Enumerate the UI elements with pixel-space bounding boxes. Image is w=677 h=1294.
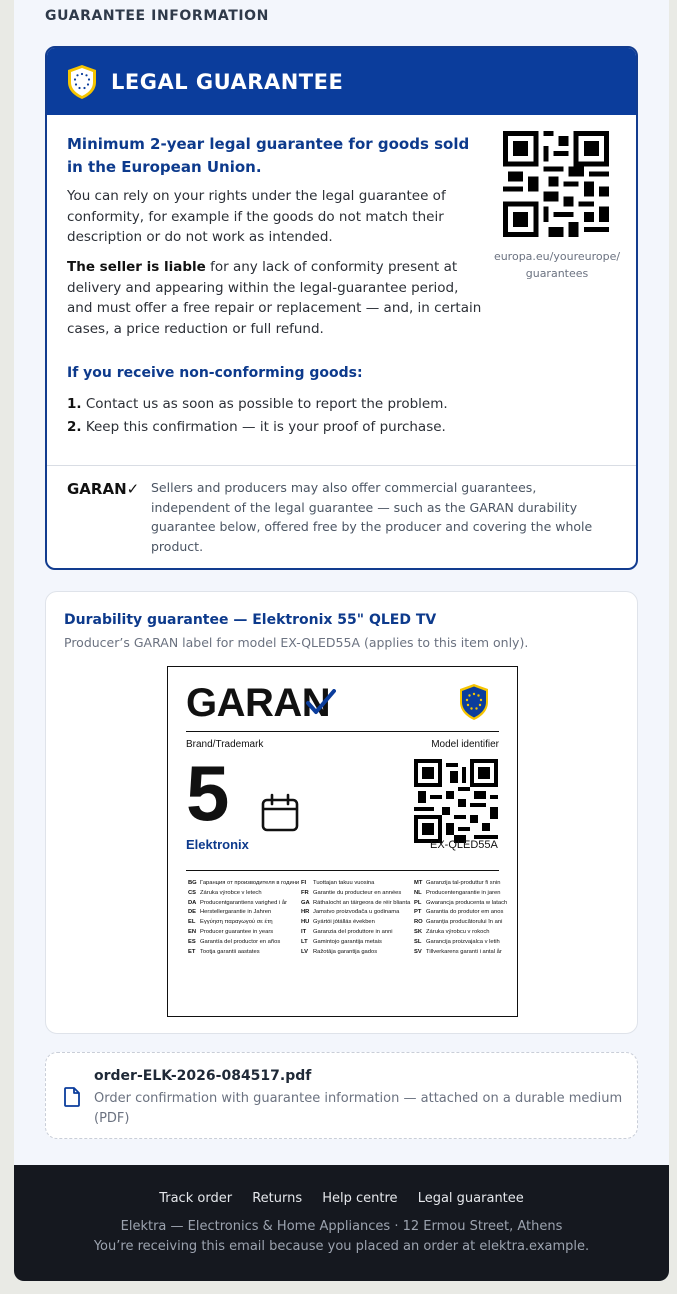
language-row: RO Garanția producătorului în ani — [414, 919, 503, 926]
calendar-icon — [260, 793, 300, 833]
eu-shield-icon — [66, 64, 98, 100]
durability-guarantee-card — [45, 591, 638, 1034]
email-footer — [14, 1165, 669, 1281]
language-row: SK Záruka výrobcu v rokoch — [414, 928, 490, 935]
garan-wordmark: GARAN — [186, 681, 331, 725]
language-column — [301, 879, 410, 957]
commercial-guarantee-note: Sellers and producers may also offer commercial guarantees, independent of the legal guarantee — such as the GARAN durability guarantee below, offered free by the producer and covering the whole product. — [151, 480, 593, 554]
step-item — [67, 416, 448, 439]
footer-nav — [14, 1191, 669, 1206]
language-row: PT Garantia do produtor em anos — [414, 909, 504, 916]
seller-liable-strong: The seller is liable — [67, 259, 206, 275]
qr-caption: europa.eu/youreurope/ guarantees — [493, 250, 621, 280]
legal-guarantee-card — [45, 46, 638, 570]
file-icon — [64, 1087, 80, 1107]
footer-address: Elektra — Electronics & Home Appliances · 12 Ermou Street, Athens — [120, 1219, 563, 1234]
section-heading: GUARANTEE INFORMATION — [45, 8, 269, 24]
language-row: EN Producer guarantee in years — [188, 928, 274, 935]
footer-link-track-order[interactable]: Track order — [159, 1191, 233, 1206]
guarantee-years: 5 — [186, 749, 230, 837]
brand-name: Elektronix — [186, 837, 249, 852]
garan-label — [167, 666, 518, 1017]
seller-liability-paragraph — [67, 257, 487, 339]
footer-link-returns[interactable]: Returns — [252, 1191, 303, 1206]
language-row: FR Garantie du producteur en années — [301, 889, 402, 896]
step-text: Contact us as soon as possible to report the problem. — [81, 396, 448, 412]
legal-lead: Minimum 2-year legal guarantee for goods sold in the European Union. — [67, 135, 470, 176]
language-row: DA Producentgarantiens varighed i år — [188, 899, 288, 906]
email-body — [14, 0, 669, 1281]
language-row: ES Garantía del productor en años — [188, 938, 281, 945]
legal-guarantee-body — [47, 115, 636, 466]
language-row: DE Herstellergarantie in Jahren — [188, 909, 272, 916]
language-row: MT Garanzija tal-produttur fi snin — [414, 880, 501, 886]
step-item — [67, 393, 448, 416]
language-row: HR Jamstvo proizvođača u godinama — [301, 909, 400, 916]
language-row: HU Gyártói jótállás években — [301, 919, 375, 926]
footer-link-help-centre[interactable]: Help centre — [322, 1191, 398, 1206]
language-column — [188, 879, 299, 957]
eu-shield-icon — [458, 683, 490, 721]
seller-liable-text: for any lack of conformity present at delivery and appearing within the legal-guarantee period, and must offer a free repair or replacement — and, in certain cases, a price reduction or full refund. — [67, 259, 482, 337]
pdf-attachment[interactable] — [45, 1052, 638, 1139]
language-row: LV Ražotāja garantija gados — [301, 948, 378, 955]
durability-subtitle: Producer’s GARAN label for model EX-QLED55A (applies to this item only). — [64, 635, 529, 650]
language-row: ET Tootja garantii aastates — [188, 948, 260, 955]
durability-title: Durability guarantee — Elektronix 55" QLED TV — [64, 612, 437, 628]
legal-paragraph: You can rely on your rights under the legal guarantee of conformity, for example if the goods do not match their description or do not work as intended. — [67, 188, 446, 245]
language-row: GA Ráthaíocht an táirgeora de réir blianta — [301, 899, 411, 906]
footer-note: You’re receiving this email because you placed an order at elektra.example. — [93, 1239, 590, 1254]
language-row: NL Producentengarantie in jaren — [414, 889, 501, 896]
language-row: IT Garanzia del produttore in anni — [301, 928, 393, 935]
language-row: PL Gwarancja producenta w latach — [414, 899, 508, 906]
label-divider — [186, 870, 499, 871]
legal-guarantee-header — [47, 48, 636, 115]
language-row: LT Gamintojo garantija metais — [301, 938, 382, 945]
attachment-description: Order confirmation with guarantee information — attached on a durable medium (PDF) — [94, 1091, 623, 1126]
footer-link-legal-guarantee[interactable]: Legal guarantee — [417, 1191, 524, 1206]
model-identifier: EX-QLED55A — [430, 839, 498, 851]
step-text: Keep this confirmation — it is your proof of purchase. — [81, 419, 446, 435]
garan-logo: GARAN✓ — [67, 480, 140, 498]
brand-trademark-label: Brand/Trademark — [186, 739, 264, 750]
language-row: EL Εγγύηση παραγωγού σε έτη — [188, 919, 273, 926]
model-identifier-label: Model identifier — [431, 739, 499, 750]
step-number: 1. — [67, 396, 82, 412]
language-row: SV Tillverkarens garanti i antal år — [414, 948, 502, 955]
language-row: BG Гаранция от производителя в години — [188, 880, 300, 886]
language-row: SL Garancija proizvajalca v letih — [414, 938, 500, 945]
language-row: FI Tuottajan takuu vuosina — [301, 880, 375, 886]
language-row: CS Záruka výrobce v letech — [188, 889, 262, 896]
step-number: 2. — [67, 419, 82, 435]
checkmark-icon — [306, 689, 336, 715]
attachment-filename[interactable]: order-ELK-2026-084517.pdf — [94, 1068, 312, 1084]
steps-list — [67, 393, 448, 439]
steps-title: If you receive non-conforming goods: — [67, 365, 363, 381]
label-divider — [186, 731, 499, 732]
legal-guarantee-title: LEGAL GUARANTEE — [111, 69, 344, 94]
eu-guarantee-qr-code[interactable] — [503, 131, 609, 237]
product-qr-code[interactable] — [414, 759, 498, 843]
language-column — [414, 879, 507, 957]
